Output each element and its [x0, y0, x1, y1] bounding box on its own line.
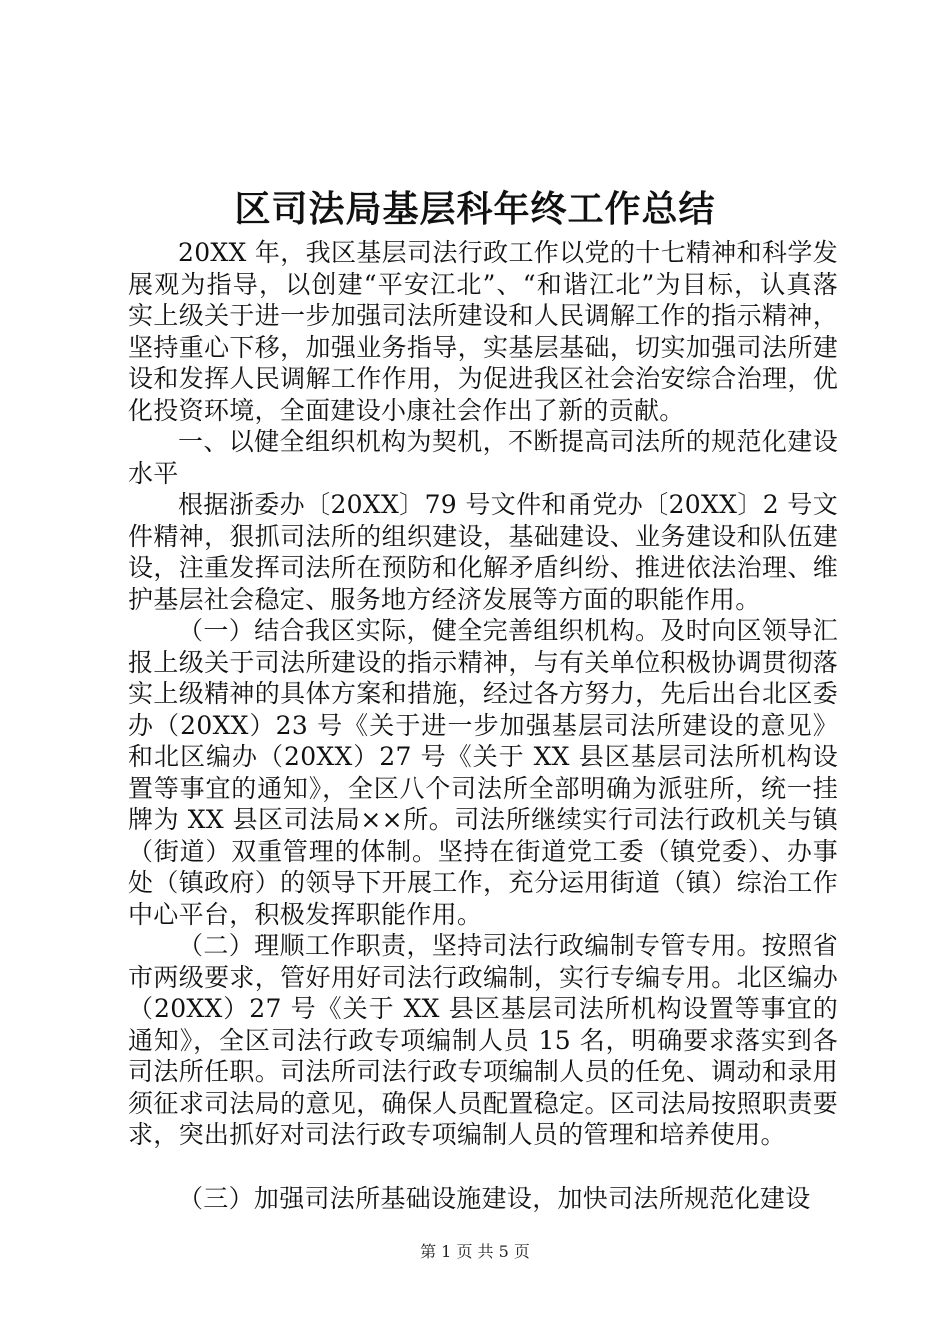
paragraph-item-2: （二）理顺工作职责，坚持司法行政编制专管专用。按照省市两级要求，管好用好司法行政编制，实行专编专用。北区编办（20XX）27 号《关于 XX 县区基层司法所机构设置等事宜的通知》，全区司法行政专项编制人员 15 名，明确要求落实到各司法所任职。司法所司法行政专项编制人员的任免、调动和录用须征求司法局的意见，确保人员配置稳定。区司法局按照职责要求，突出抓好对司法行政专项编制人员的管理和培养使用。: [128, 931, 838, 1149]
paragraph-basis: 根据浙委办〔20XX〕79 号文件和甬党办〔20XX〕2 号文件精神，狠抓司法所的组织建设，基础建设、业务建设和队伍建设，注重发挥司法所在预防和化解矛盾纠纷、推进依法治理、维护基层社会稳定、服务地方经济发展等方面的职能作用。: [128, 490, 838, 614]
paragraph-intro: 20XX 年，我区基层司法行政工作以党的十七精神和科学发展观为指导，以创建“平安江北”、“和谐江北”为目标，认真落实上级关于进一步加强司法所建设和人民调解工作的指示精神，坚持重心下移，加强业务指导，实基层基础，切实加强司法所建设和发挥人民调解工作作用，为促进我区社会治安综合治理，优化投资环境，全面建设小康社会作出了新的贡献。: [128, 238, 838, 425]
document-title: 区司法局基层科年终工作总结: [234, 188, 716, 230]
document-body: [128, 237, 838, 1214]
page-number: 第 1 页 共 5 页: [420, 1242, 530, 1261]
paragraph-item-1: （一）结合我区实际，健全完善组织机构。及时向区领导汇报上级关于司法所建设的指示精神，与有关单位积极协调贯彻落实上级精神的具体方案和措施，经过各方努力，先后出台北区委办（20XX）23 号《关于进一步加强基层司法所建设的意见》和北区编办（20XX）27 号《关于 XX 县区基层司法所机构设置等事宜的通知》，全区八个司法所全部明确为派驻所，统一挂牌为 XX 县区司法局××所。司法所继续实行司法行政机关与镇（街道）双重管理的体制。坚持在街道党工委（镇党委）、办事处（镇政府）的领导下开展工作，充分运用街道（镇）综治工作中心平台，积极发挥职能作用。: [128, 616, 838, 929]
paragraph-item-3-heading: （三）加强司法所基础设施建设，加快司法所规范化建设: [178, 1183, 811, 1213]
section-heading-1: 一、以健全组织机构为契机，不断提高司法所的规范化建设水平: [128, 427, 838, 488]
